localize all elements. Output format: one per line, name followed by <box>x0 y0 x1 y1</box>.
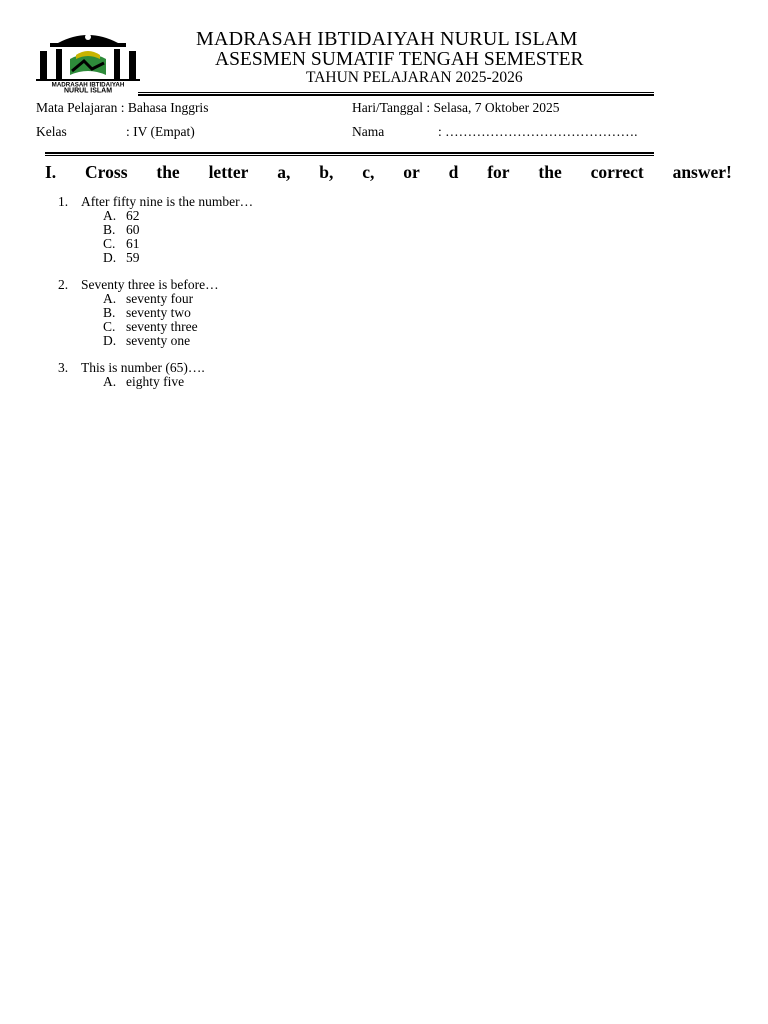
section-word: I. <box>45 162 57 182</box>
question-number: 2. <box>58 277 69 292</box>
header-divider-thick <box>138 94 654 96</box>
option-letter: C. <box>103 236 116 251</box>
question-text: After fifty nine is the number… <box>81 194 254 209</box>
question-number: 3. <box>58 360 69 375</box>
class-value: : IV (Empat) <box>126 124 195 139</box>
subject-label: Mata Pelajaran : Bahasa Inggris <box>36 100 209 115</box>
section-word: d <box>448 162 459 182</box>
option-text: seventy two <box>126 305 191 320</box>
option-letter: A. <box>103 208 117 223</box>
question-text: Seventy three is before… <box>81 277 219 292</box>
option-letter: C. <box>103 319 116 334</box>
option-text: 62 <box>126 208 140 223</box>
section-word: c, <box>362 162 375 182</box>
academic-year: TAHUN PELAJARAN 2025-2026 <box>306 69 523 86</box>
section-word: correct <box>590 162 644 182</box>
option-text: seventy three <box>126 319 198 334</box>
school-name: MADRASAH IBTIDAIYAH NURUL ISLAM <box>196 28 578 50</box>
section-word: Cross <box>85 162 128 182</box>
option-text: 59 <box>126 250 140 265</box>
logo-text-top: MADRASAH IBTIDAIYAH <box>51 81 125 89</box>
info-divider-thin <box>45 155 654 156</box>
info-divider-thick <box>45 152 654 154</box>
section-word: letter <box>208 162 249 182</box>
question-text: This is number (65)…. <box>81 360 205 375</box>
section-word: b, <box>319 162 334 182</box>
date-label: Hari/Tanggal : Selasa, 7 Oktober 2025 <box>352 100 560 115</box>
question-number: 1. <box>58 194 69 209</box>
option-letter: B. <box>103 222 116 237</box>
section-word: a, <box>277 162 291 182</box>
section-instruction <box>45 162 732 183</box>
option-text: seventy one <box>126 333 191 348</box>
option-text: seventy four <box>126 291 194 306</box>
section-word: or <box>403 162 420 182</box>
section-word: for <box>487 162 510 182</box>
header-divider-thin <box>138 92 654 93</box>
option-text: 60 <box>126 222 140 237</box>
section-word: answer! <box>672 162 732 182</box>
section-word: the <box>538 162 562 182</box>
exam-title: ASESMEN SUMATIF TENGAH SEMESTER <box>215 49 584 70</box>
name-field[interactable]: : ……………………………………. <box>438 124 638 139</box>
option-letter: D. <box>103 333 117 348</box>
option-letter: D. <box>103 250 117 265</box>
school-logo <box>36 29 140 93</box>
option-text: eighty five <box>126 374 185 389</box>
option-letter: B. <box>103 305 116 320</box>
option-letter: A. <box>103 291 117 306</box>
class-label: Kelas <box>36 124 67 139</box>
section-word: the <box>156 162 180 182</box>
name-label: Nama <box>352 124 385 139</box>
option-text: 61 <box>126 236 140 251</box>
option-letter: A. <box>103 374 117 389</box>
logo-text-bottom: NURUL ISLAM <box>63 87 113 93</box>
